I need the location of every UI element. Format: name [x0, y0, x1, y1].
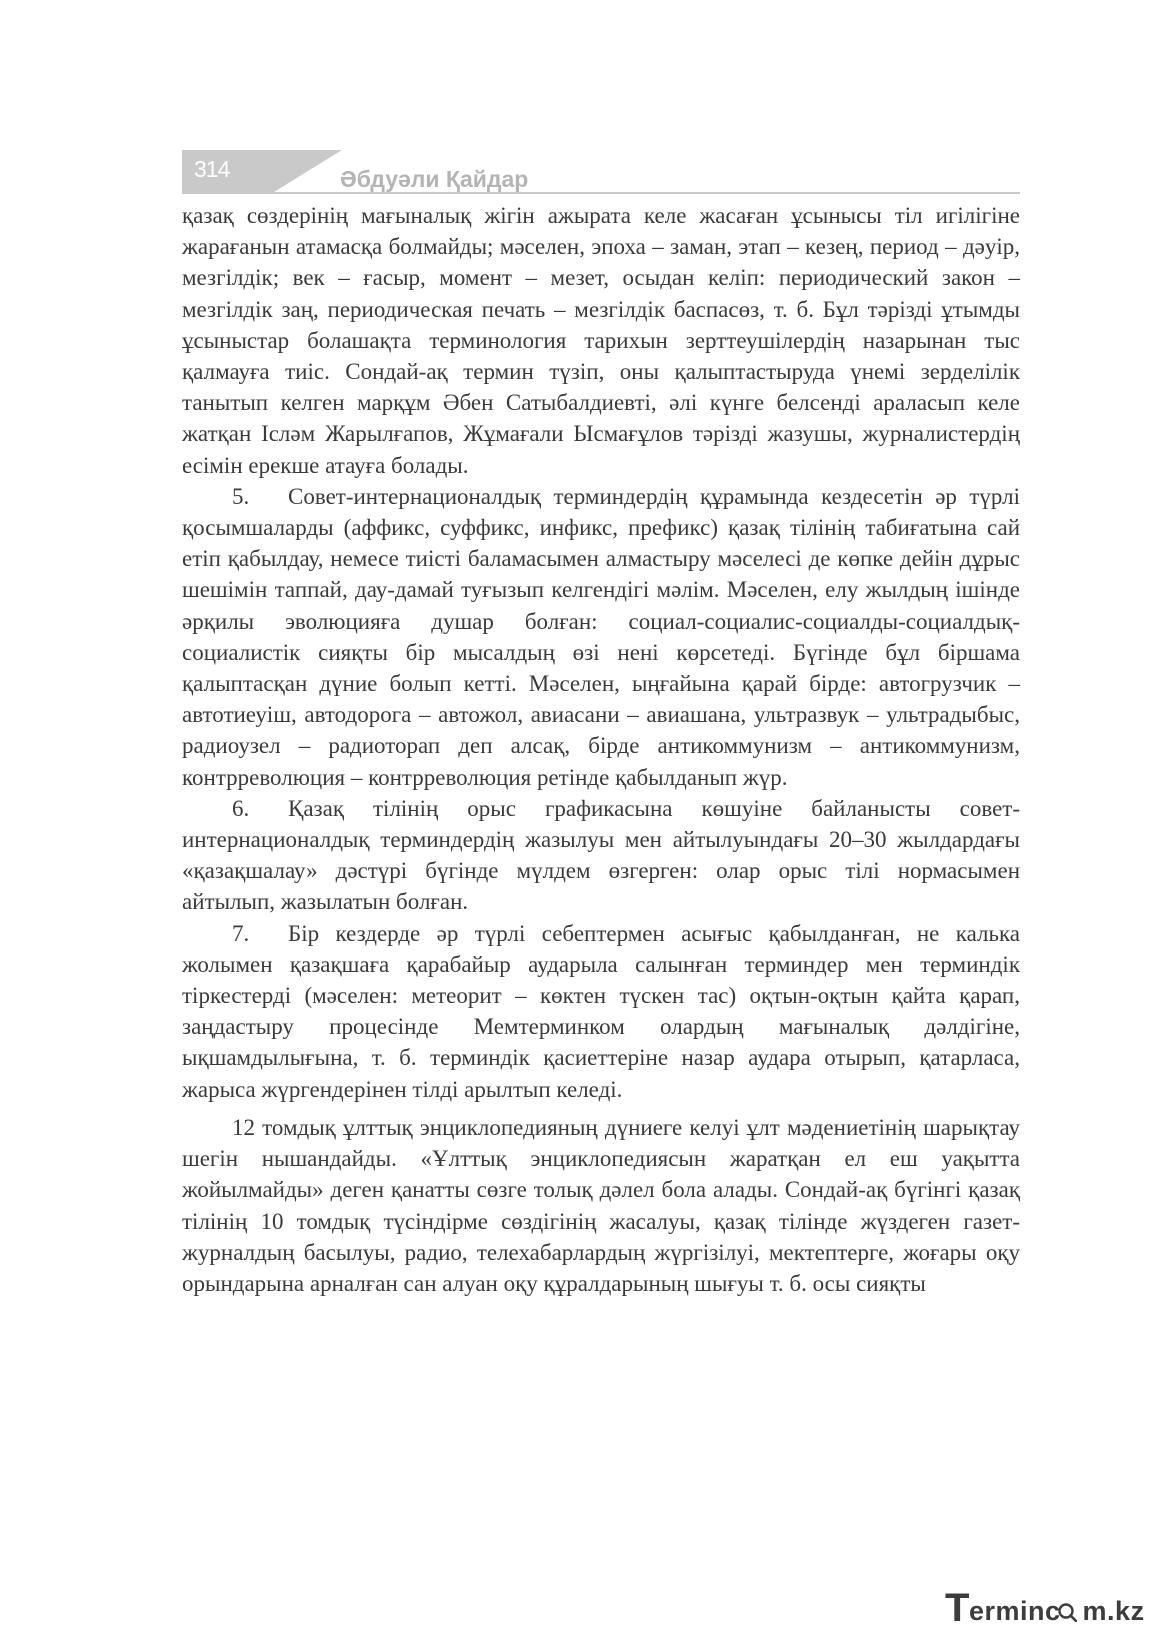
item-number: 7. [232, 920, 250, 946]
paragraph-item-7 [182, 918, 1020, 1105]
item-number: 6. [232, 795, 250, 821]
paragraph-text: Қазақ тілінің орыс графикасына көшуіне байланысты совет-интернационалдық терминдердің жазылуы мен айтылуындағы 20–30 жылдардағы «қазақшалау» дәстүрі бүгінде мүлдем өзгерген: олар орыс тілі нормасымен айтылып, жазылатын болған. [182, 795, 1020, 915]
header-tab-shape [274, 150, 342, 192]
termincom-watermark [945, 1588, 1145, 1628]
paragraph-text: қазақ сөздерінің мағыналық жігін ажырата келе жасаған ұсынысы тіл игілігіне жарағанын атамасқа болмайды; мәселен, эпоха – заман, этап – кезең, период – дәуір, мезгілдік; век – ғасыр, момент – мезет, осыдан келіп: периодический закон – мезгілдік заң, периодическая печать – мезгілдік баспасөз, т. б. Бұл тәрізді ұтымды ұсыныстар болашақта терминология тарихын зерттеушілердің назарынан тыс қалмауға тиіс. Сондай-ақ термин түзіп, оны қалыптастыруда үнемі зерделілік танытып келген марқұм Әбен Сатыбалдиевті, әлі күнге белсенді араласып келе жатқан Ісләм Жарылғапов, Жұмағали Ысмағұлов тәрізді жазушы, журналистердің есімін ерекше атауға болады. [182, 203, 1020, 478]
paragraph-text: Бір кездерде әр түрлі себептермен асығыс қабылданған, не калька жолымен қазақшаға қарабайыр аударыла салынған терминдер мен терминдік тіркестерді (мәселен: метеорит – көктен түскен тас) оқтын-оқтын қайта қарап, заңдастыру процесінде Мемтерминком олардың мағыналық дәлдігіне, ықшамдылығына, т. б. терминдік қасиеттеріне назар аудара отырып, қатарласа, жарыса жүргендерінен тілді арылтып келеді. [182, 920, 1020, 1102]
body-text [182, 200, 1020, 1299]
watermark-text: erminc m.kz [969, 1596, 1145, 1626]
item-number: 5. [232, 483, 250, 509]
magnifier-icon [1057, 1602, 1077, 1622]
paragraph-item-5 [182, 481, 1020, 793]
paragraph-continuation [182, 200, 1020, 481]
running-header [182, 150, 1020, 196]
paragraph-encyclopedia [182, 1112, 1020, 1299]
paragraph-text: 12 томдық ұлттық энциклопедияның дүниеге келуі ұлт мәдениетінің шарықтау шегін нышандайды. «Ұлттық энциклопедиясын жаратқан ел еш уақытта жойылмайды» деген қанатты сөзге толық дәлел бола алады. Сондай-ақ бүгінгі қазақ тілінің 10 томдық түсіндірме сөздігінің жасалуы, қазақ тілінде жүздеген газет-журналдың басылуы, радио, телехабарлардың жүргізілуі, мектептерге, жоғары оқу орындарына арналған сан алуан оқу құралдарының шығуы т. б. осы сияқты [182, 1114, 1020, 1296]
page-number-box [182, 150, 274, 192]
page-number: 314 [194, 156, 230, 182]
watermark-first-letter: T [945, 1586, 970, 1630]
running-author: Әбдуәли Қайдар [340, 166, 529, 192]
header-rule [182, 192, 1020, 194]
paragraph-text: Совет-интернационалдық терминдердің құрамында кездесетін әр түрлі қосымшаларды (аффикс, суффикс, инфикс, префикс) қазақ тілінің табиғатына сай етіп қабылдау, немесе тиісті баламасымен алмастыру мәселесі де көпке дейін дұрыс шешімін таппай, дау-дамай туғызып келгендігі мәлім. Мәселен, елу жылдың ішінде әрқилы эволюцияға душар болған: социал-социалис-социалды-социалдық-социалистік сияқты бір мысалдың өзі нені көрсетеді. Бүгінде бұл біршама қалыптасқан дүние болып кетті. Мәселен, ыңғайына қарай бірде: автогрузчик – автотиеуіш, автодорога – автожол, авиасани – авиашана, ультразвук – ультрадыбыс, радиоузел – радиоторап деп алсақ, бірде антикоммунизм – антикоммунизм, контрреволюция – контрреволюция ретінде қабылданып жүр. [182, 483, 1020, 790]
paragraph-item-6 [182, 793, 1020, 918]
